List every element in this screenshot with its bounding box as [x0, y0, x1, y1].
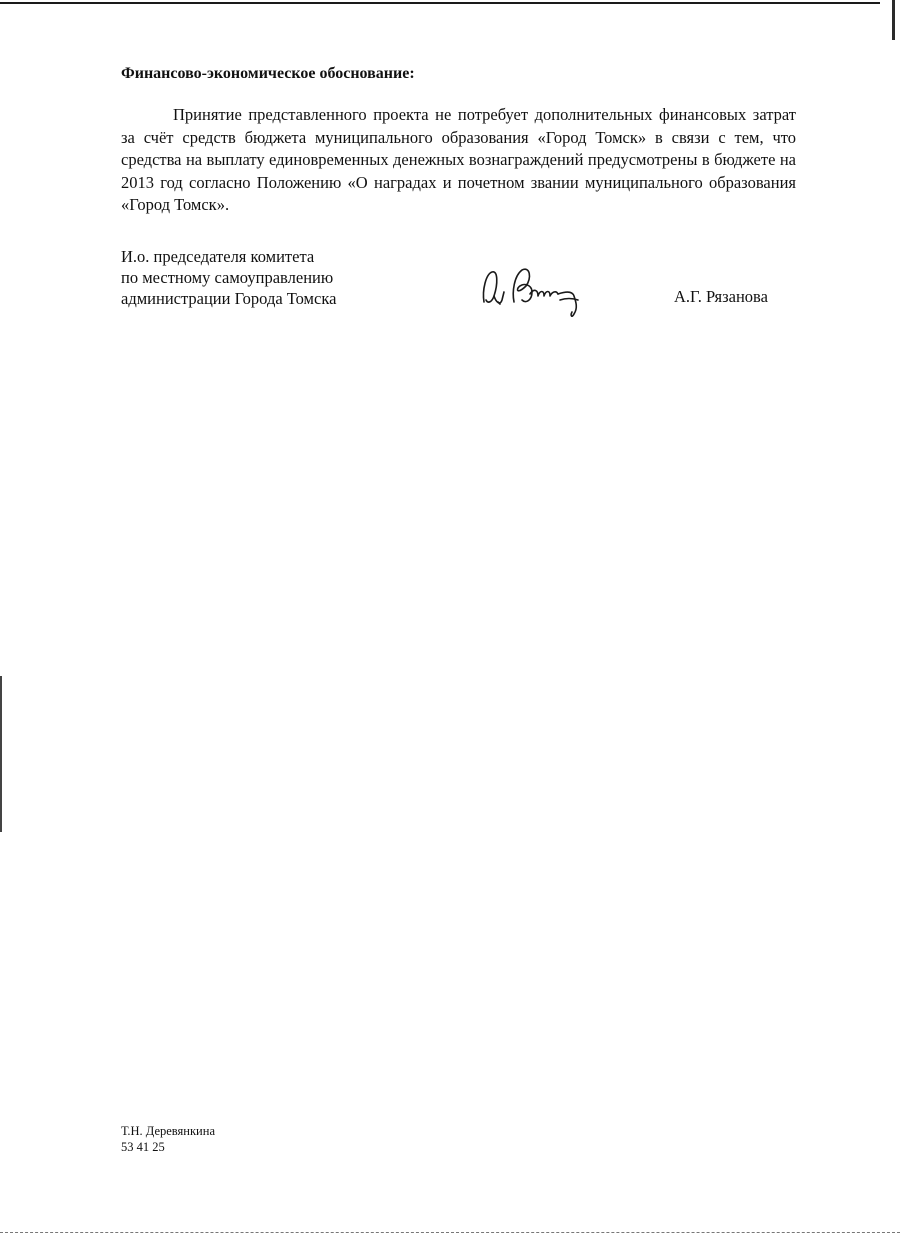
signatory-position-line: администрации Города Томска	[121, 289, 337, 308]
scan-edge-right	[892, 0, 895, 40]
executor-name: Т.Н. Деревянкина	[121, 1124, 215, 1138]
executor-phone: 53 41 25	[121, 1140, 165, 1154]
section-heading: Финансово-экономическое обоснование:	[121, 65, 415, 82]
signatory-position-line: по местному самоуправлению	[121, 268, 334, 287]
scan-edge-bottom	[0, 1232, 900, 1234]
scan-edge-left	[0, 676, 2, 832]
justification-paragraph: Принятие представленного проекта не потребует дополнительных финансовых затрат за счёт средств бюджета муниципального образования «Город Томск» в связи с тем, что средства на выплату единовременных денежных вознаграждений предусмотрены в бюджете на 2013 год согласно Положению «О наградах и почетном звании муниципального образования «Город Томск».	[121, 105, 796, 214]
signatory-position-line: И.о. председателя комитета	[121, 247, 315, 266]
handwritten-signature	[474, 262, 594, 322]
scan-edge-top	[0, 2, 880, 4]
signatory-name: А.Г. Рязанова	[674, 287, 768, 306]
executor-block	[121, 1123, 215, 1155]
signatory-position	[121, 246, 336, 309]
